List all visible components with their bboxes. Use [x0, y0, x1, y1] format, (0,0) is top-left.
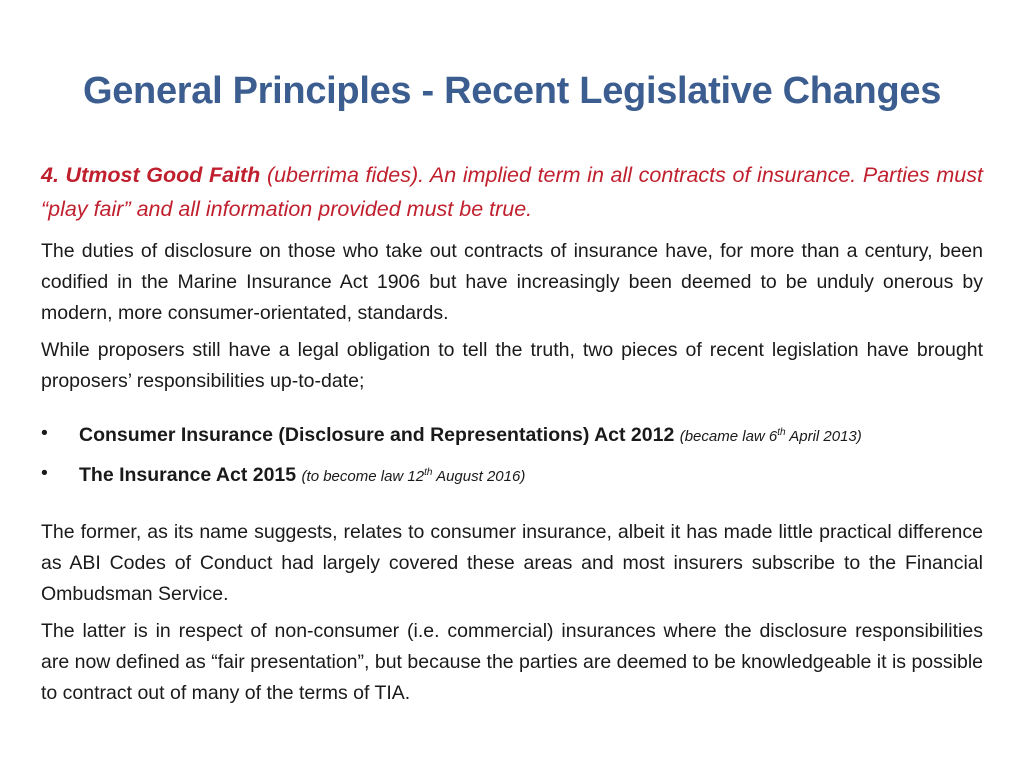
legislation-item: [41, 415, 983, 455]
paragraph-former-act: The former, as its name suggests, relates to consumer insurance, albeit it has made little practical difference as ABI Codes of Conduct had largely covered these areas and most insurers subscribe to the Financial Ombudsman Service.: [41, 521, 983, 605]
bullet-icon: •: [41, 422, 48, 444]
act-name: The Insurance Act 2015: [79, 464, 297, 486]
paragraph-latter-act: The latter is in respect of non-consumer (i.e. commercial) insurances where the disclosure responsibilities are now defined as “fair presentation”, but because the parties are deemed to be knowledgeable it is possible to contract out of many of the terms of TIA.: [41, 620, 983, 704]
paragraph-legal-obligation: While proposers still have a legal obligation to tell the truth, two pieces of recent legislation have brought proposers’ responsibilities up-to-date;: [41, 339, 983, 392]
legislation-list: [41, 415, 983, 495]
slide-title: General Principles - Recent Legislative Changes: [82, 70, 942, 112]
legislation-item: [41, 455, 983, 495]
paragraph-disclosure-history: The duties of disclosure on those who take out contracts of insurance have, for more than a century, been codified in the Marine Insurance Act 1906 but have increasingly been deemed to be unduly onerous by modern, more consumer-orientated, standards.: [41, 240, 983, 324]
principle-lead: 4. Utmost Good Faith: [41, 163, 261, 187]
slide-content: [41, 158, 983, 715]
principle-statement: [41, 158, 983, 226]
act-note: (to become law 12th August 2016): [301, 467, 526, 485]
bullet-icon: •: [41, 462, 48, 484]
act-note: (became law 6th April 2013): [679, 427, 862, 445]
act-name: Consumer Insurance (Disclosure and Representations) Act 2012: [79, 424, 675, 446]
principle-text: (uberrima fides). An implied term in all contracts of insurance. Parties must “play fair” and all information provided must be true.: [41, 163, 983, 221]
